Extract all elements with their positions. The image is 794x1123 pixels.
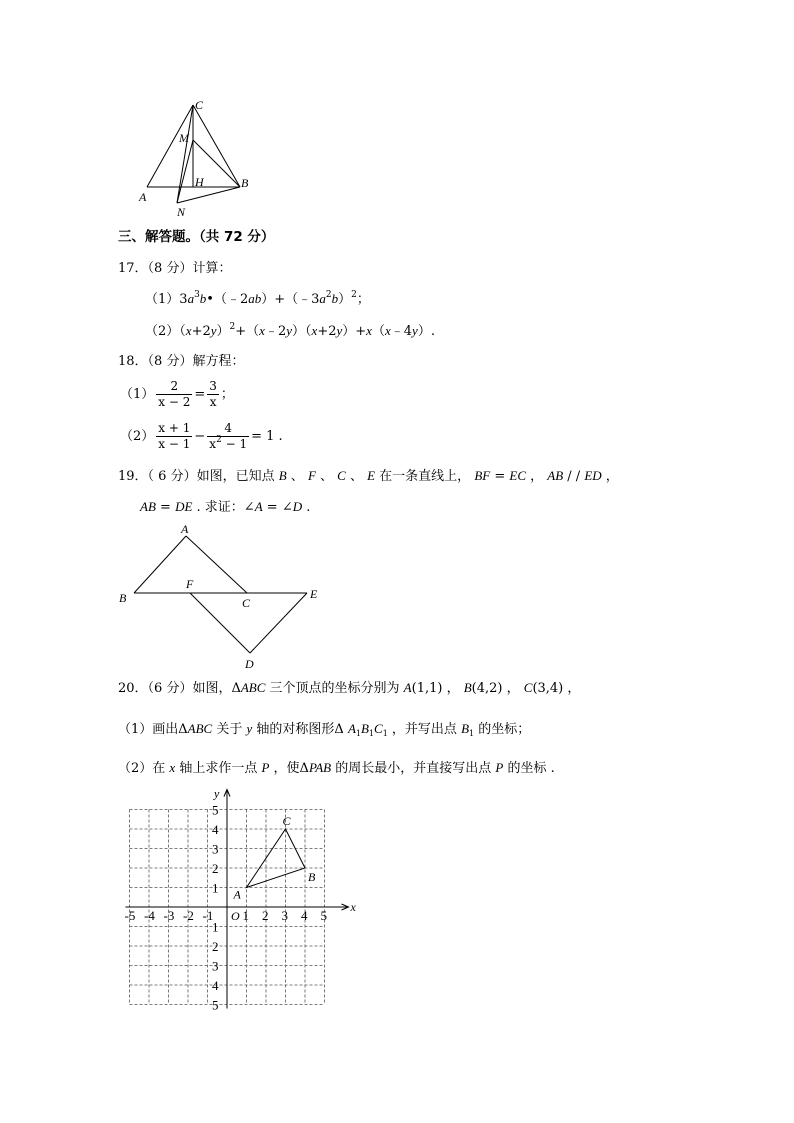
label-b: B [119, 591, 127, 605]
fraction: $\frac{3}{x}$ [209, 379, 217, 409]
y-tick-label: 2 [212, 861, 219, 876]
x-tick-label: 4 [301, 908, 308, 923]
q19-line-1: 19．（ 6 分）如图，已知点 B 、 F 、 C 、 E 在一条直线上， BF = EC ， AB / / ED ， [118, 468, 619, 484]
label-a: A [181, 522, 189, 536]
segment-ba [134, 536, 186, 593]
y-axis-label: y [214, 786, 220, 801]
y-tick-label: 5 [212, 997, 219, 1010]
x-tick-label: -5 [124, 908, 136, 923]
q17-part1: $(1)3a^3b•(﹣2ab)+(﹣3a^2b)^2$； [145, 290, 370, 307]
y-tick-label: 3 [212, 841, 219, 857]
label-h: H [195, 175, 204, 189]
label-n: N [177, 205, 186, 219]
q20-part-1: （1）画出ΔABC 关于 y 轴的对称图形Δ $A_1B_1C_1$ ，并写出点 $B_1$ 的坐标； [118, 721, 531, 738]
label-b: B [241, 176, 249, 190]
y-tick-label: 2 [212, 939, 219, 954]
x-tick-label: -4 [144, 908, 155, 923]
segment-mn [177, 140, 193, 203]
q18-equation-1: （1） $\frac{2}{x - 2}$ = $\frac{3}{x}$ ； [120, 379, 234, 409]
q18-heading: 18．（8 分）解方程： [118, 354, 245, 369]
y-tick-label: 4 [212, 822, 219, 837]
figure-triangle-cmhabn [130, 95, 260, 220]
segment-de [250, 593, 307, 653]
label-m: M [179, 131, 189, 145]
y-tick-label: 1 [212, 919, 219, 935]
tick-labels [125, 803, 328, 1011]
y-tick-label: 1 [212, 880, 219, 896]
triangle-abc-outline [247, 829, 306, 888]
y-tick-label: 5 [212, 802, 219, 818]
label-e: E [310, 587, 318, 601]
label-d: D [245, 657, 254, 671]
coordinate-grid-figure [110, 785, 360, 1010]
point-c-label: C [282, 814, 291, 828]
x-tick-label: -1 [202, 908, 214, 923]
triangle-abc [247, 829, 306, 888]
q20-part-2: （2）在 x 轴上求作一点 P ，使ΔPAB 的周长最小，并直接写出点 P 的坐标 . [118, 760, 555, 776]
label-c: C [242, 596, 251, 610]
fraction: $\frac{4}{x^2 - 1}$ [209, 421, 248, 451]
segment-fd [190, 593, 250, 653]
x-axis-label: x [350, 900, 356, 914]
x-tick-label: -2 [183, 908, 194, 923]
point-a-label: A [233, 887, 241, 902]
figure-bfced [110, 518, 330, 673]
q18-equation-2: （2） $\frac{x + 1}{x - 1}$ − $\frac{4}{x^2 - 1}$ = 1 . [120, 421, 283, 451]
y-tick-label: 4 [212, 978, 219, 993]
segment-ac [186, 536, 247, 593]
fraction: $\frac{x + 1}{x - 1}$ [158, 421, 191, 451]
section-3-title: 三、解答题。（共 72 分） [118, 229, 275, 245]
x-tick-label: 1 [242, 908, 249, 923]
label-f: F [186, 577, 194, 591]
x-tick-label: -3 [163, 908, 175, 923]
point-b-label: B [308, 870, 316, 884]
y-tick-label: 3 [212, 958, 219, 974]
x-tick-label: 3 [281, 908, 288, 923]
label-a: A [139, 190, 147, 204]
origin-label: O [231, 909, 240, 923]
x-tick-label: 5 [320, 908, 327, 923]
q19-line-2: AB = DE . 求证：∠A = ∠D . [140, 499, 311, 515]
q17-part2: $(2)(x+2y)^2+(x﹣2y)(x+2y)+x(x﹣4y)$. [145, 322, 435, 339]
segment-nb [177, 187, 240, 203]
x-tick-label: 2 [262, 908, 269, 923]
q17-heading: 17．（8 分）计算： [118, 261, 232, 276]
q20-line-1: 20．（6 分）如图，ΔABC 三个顶点的坐标分别为 A(1,1) ， B(4,2) ， C(3,4) ， [118, 680, 581, 696]
label-c: C [195, 98, 204, 112]
fraction: $\frac{2}{x - 2}$ [158, 379, 191, 409]
